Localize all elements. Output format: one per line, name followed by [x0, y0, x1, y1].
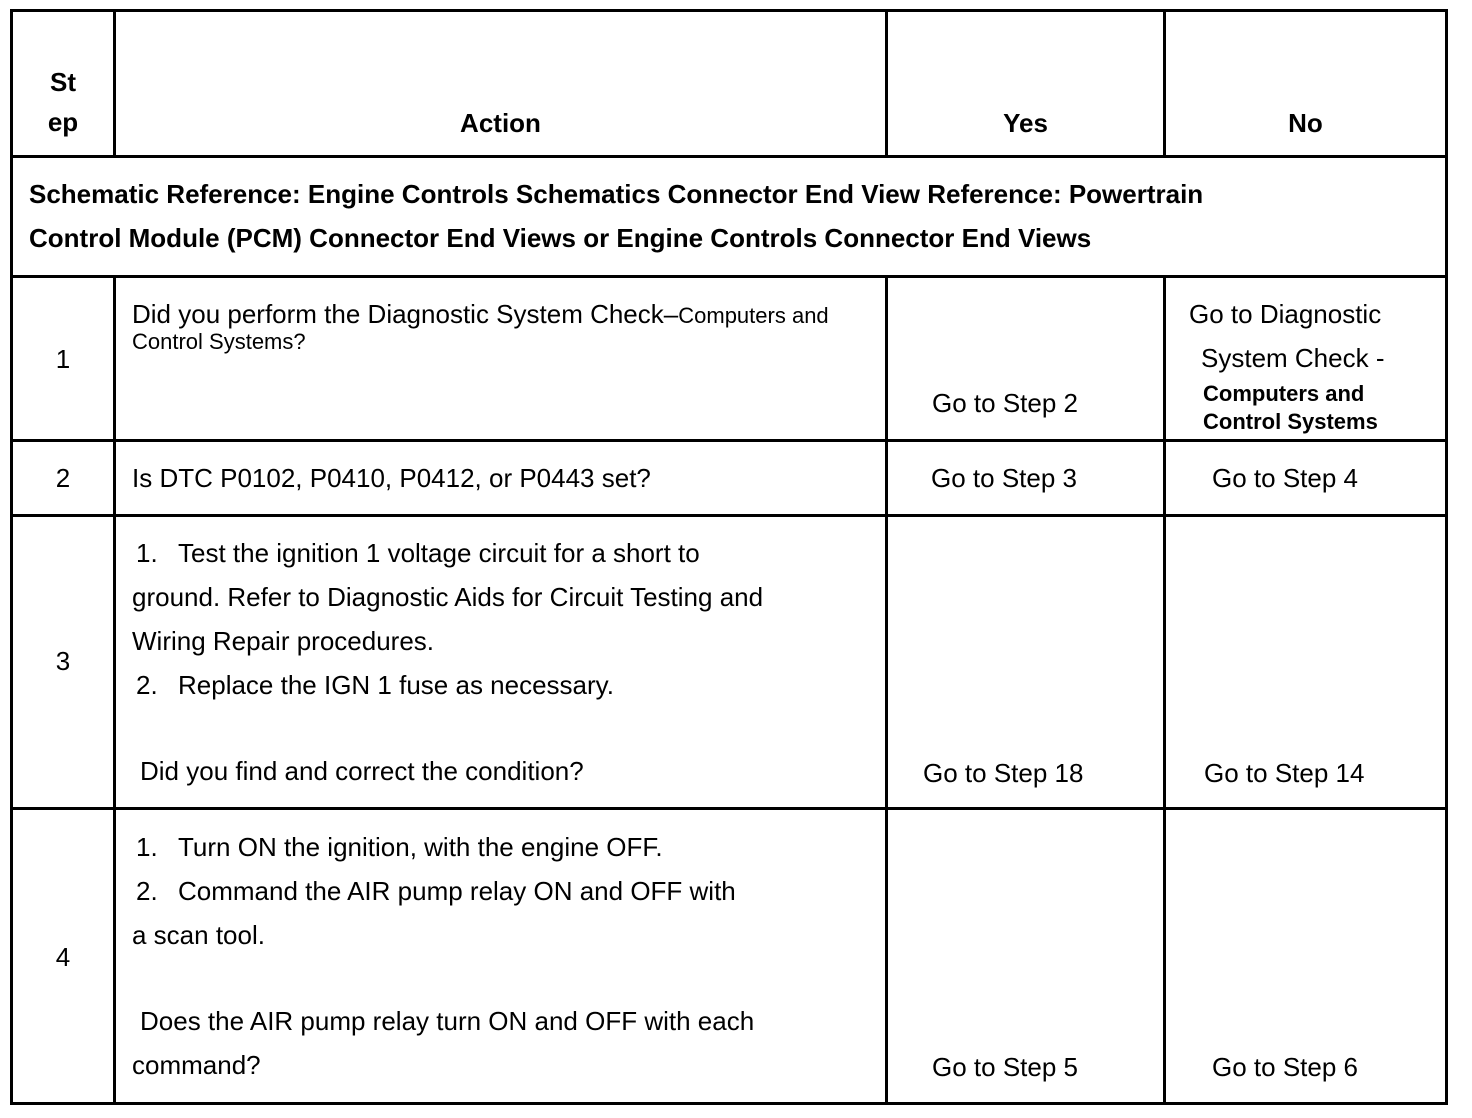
divider-row1 [10, 439, 1448, 442]
col-divider-yes-body [1163, 275, 1166, 1105]
row4-no: Go to Step 6 [1212, 1052, 1358, 1082]
row4-item2-text1: Command the AIR pump relay ON and OFF with [178, 876, 736, 906]
row3-item1-text1: Test the ignition 1 voltage circuit for a short to [178, 538, 700, 568]
row1-action-small2: Control Systems? [132, 329, 306, 354]
row4-action [132, 825, 882, 1087]
row4-question-line1: Does the AIR pump relay turn ON and OFF with each [140, 1006, 755, 1036]
row1-no-line2: System Check - [1201, 343, 1385, 373]
row3-action [132, 531, 882, 793]
row2-action: Is DTC P0102, P0410, P0412, or P0443 set? [132, 463, 651, 493]
header-no: No [1288, 108, 1323, 138]
col-divider-step-body [113, 275, 116, 1105]
row4-step: 4 [55, 942, 71, 972]
row1-no-line1: Go to Diagnostic [1189, 299, 1382, 329]
row3-item1-line2: ground. Refer to Diagnostic Aids for Circuit Testing and [132, 582, 764, 612]
row4-item2-num: 2. [136, 876, 158, 906]
row3-item1-line3: Wiring Repair procedures. [132, 626, 435, 656]
row3-question: Did you find and correct the condition? [140, 756, 584, 786]
row3-step: 3 [55, 646, 71, 676]
row3-item2-num: 2. [136, 670, 158, 700]
reference-line1: Schematic Reference: Engine Controls Schematics Connector End View Reference: Powertrain [29, 179, 1204, 209]
row3-yes: Go to Step 18 [923, 758, 1084, 788]
col-divider-action-body [885, 275, 888, 1105]
header-action: Action [460, 108, 541, 138]
row2-step: 2 [55, 463, 71, 493]
divider-row3 [10, 807, 1448, 810]
row1-yes: Go to Step 2 [932, 388, 1078, 418]
header-yes: Yes [1003, 108, 1048, 138]
row4-item1-num: 1. [136, 832, 158, 862]
row1-action-text: Did you perform the Diagnostic System Check [132, 299, 664, 329]
header-step-line2: ep [47, 107, 79, 137]
row1-action-dash: – [663, 299, 679, 329]
row3-no: Go to Step 14 [1204, 758, 1365, 788]
divider-header [10, 155, 1448, 158]
schematic-reference [29, 172, 1439, 260]
row1-action [132, 292, 882, 356]
border-right [1445, 9, 1448, 1105]
row4-item1-text1: Turn ON the ignition, with the engine OFF. [178, 832, 663, 862]
row4-item2-line2: a scan tool. [132, 920, 265, 950]
row1-step: 1 [55, 344, 71, 374]
header-step [13, 62, 113, 142]
row4-yes: Go to Step 5 [932, 1052, 1078, 1082]
row3-item1-num: 1. [136, 538, 158, 568]
row2-yes: Go to Step 3 [931, 463, 1077, 493]
row4-item2-line1 [132, 869, 882, 913]
row1-no-small2: Control Systems [1203, 409, 1378, 434]
border-bottom [10, 1102, 1448, 1105]
divider-row2 [10, 514, 1448, 517]
row1-action-small1: Computers and [678, 303, 829, 328]
header-step-line1: St [50, 67, 76, 97]
row3-item1-line1 [132, 531, 882, 575]
divider-reference [10, 275, 1448, 278]
reference-line2: Control Module (PCM) Connector End Views or Engine Controls Connector End Views [29, 223, 1092, 253]
border-top [10, 9, 1448, 12]
row1-no [1189, 292, 1445, 436]
row2-no: Go to Step 4 [1212, 463, 1358, 493]
row4-item1-line1 [132, 825, 882, 869]
row4-question-line2: command? [132, 1050, 261, 1080]
row3-item2-line1 [132, 663, 882, 707]
row1-no-small1: Computers and [1203, 381, 1365, 406]
row3-item2-text1: Replace the IGN 1 fuse as necessary. [178, 670, 614, 700]
